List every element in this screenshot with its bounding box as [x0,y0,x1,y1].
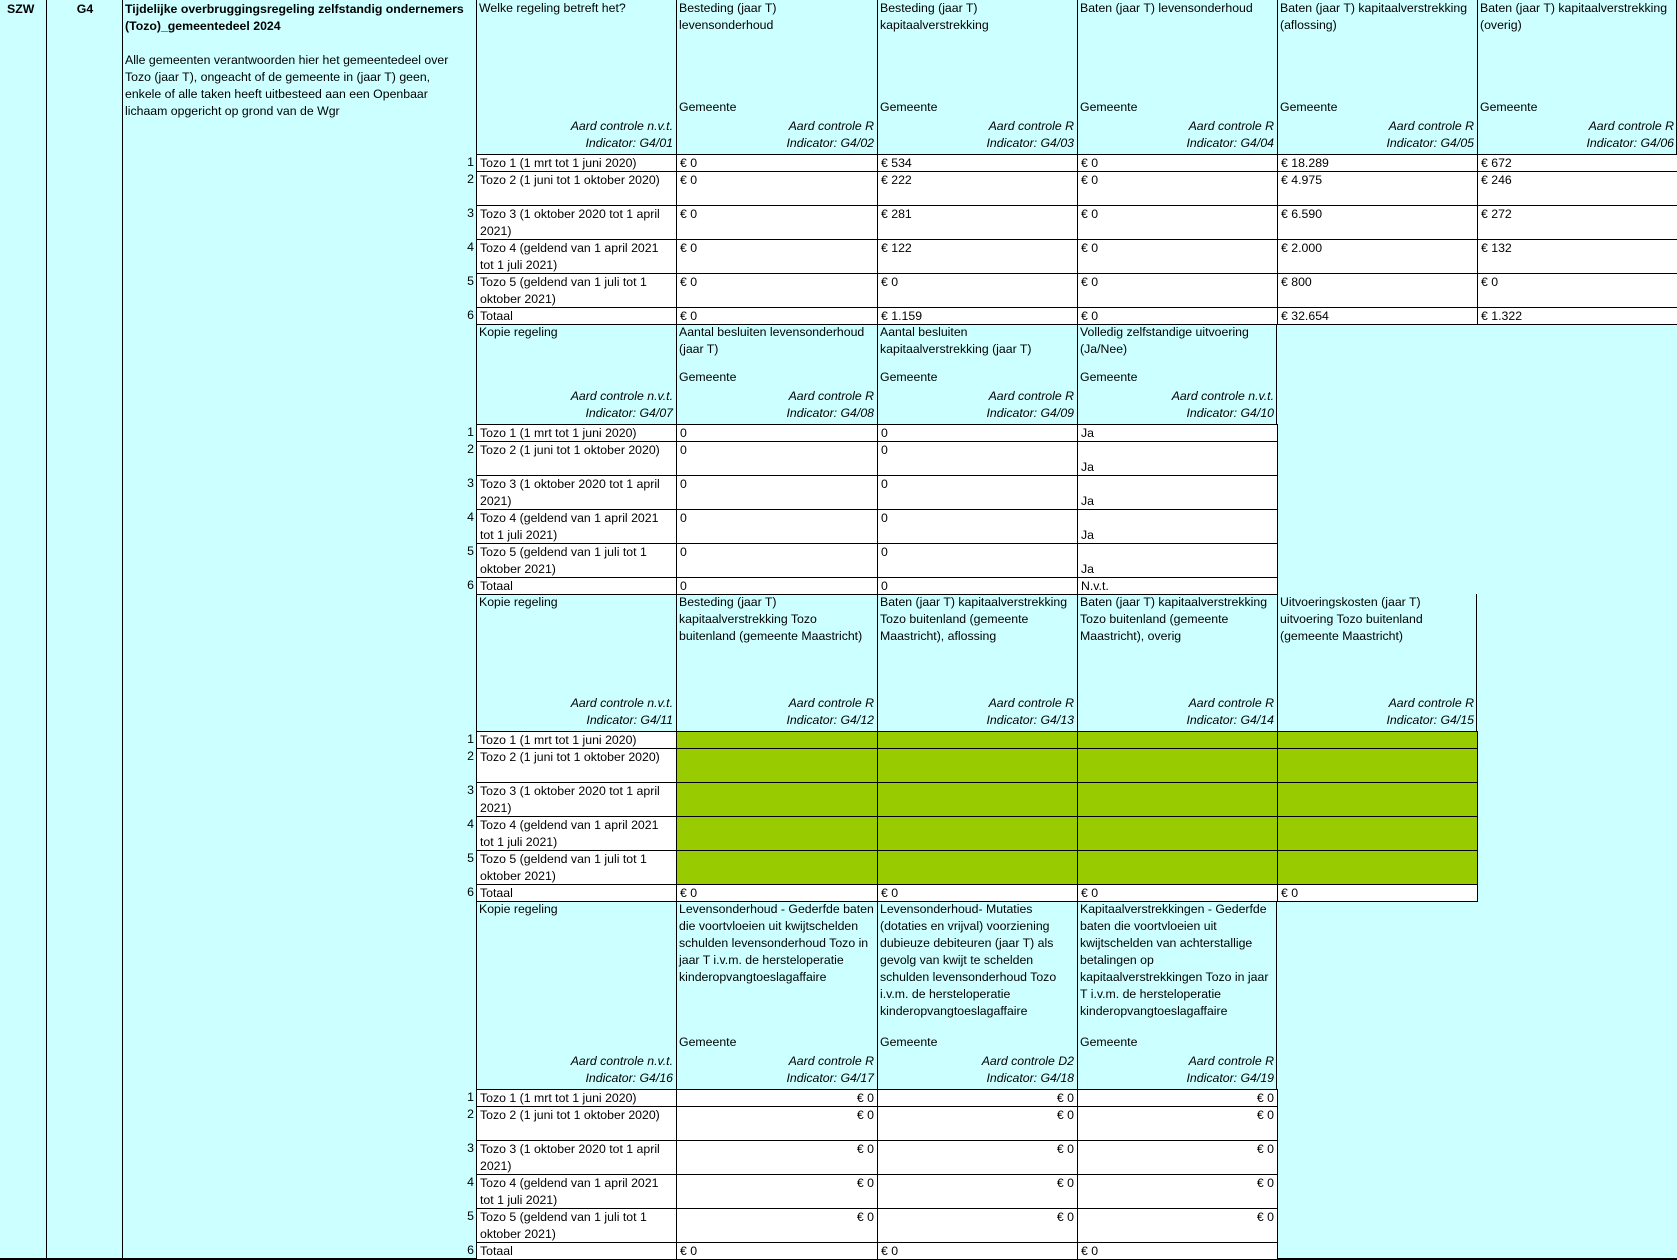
column-subheader: Gemeente [679,1035,737,1049]
aard-controle: Aard controle n.v.t. [570,389,673,403]
table-cell[interactable]: € 0 [676,1106,878,1141]
table-cell[interactable]: € 4.975 [1277,171,1478,206]
table-cell[interactable]: € 0 [676,239,878,274]
column-subheader: Gemeente [1480,100,1538,114]
row-number: 1 [467,425,474,439]
row-label[interactable]: Tozo 4 (geldend van 1 april 2021 tot 1 juli 2021) [476,509,677,544]
column-subheader: Gemeente [880,100,938,114]
indicator: Indicator: G4/08 [786,406,874,420]
table-cell[interactable] [1277,748,1478,783]
column-header[interactable]: Levensonderhoud- Mutaties (dotaties en vrijval) voorziening dubieuze debiteuren (jaar T) als gevolg van kwijt te schelden schulden levensonderhoud Tozo i.v.m. de hersteloperatie kinderopvangtoeslagaffaire [880,902,1057,1018]
row-number: 6 [467,1243,474,1257]
row-number: 4 [467,1175,474,1189]
row-label[interactable]: Tozo 4 (geldend van 1 april 2021 tot 1 juli 2021) [476,816,677,851]
table-cell[interactable]: 0 [877,441,1078,476]
aard-controle: Aard controle R [1188,119,1274,133]
aard-controle: Aard controle R [788,696,874,710]
aard-controle: Aard controle R [788,1054,874,1068]
row-label[interactable]: Tozo 3 (1 oktober 2020 tot 1 april 2021) [476,782,677,817]
table-cell[interactable]: € 0 [877,1106,1078,1141]
table-cell[interactable]: 0 [877,424,1078,442]
table-cell[interactable]: Ja [1077,543,1278,578]
row-number: 5 [467,544,474,558]
table-cell[interactable] [1077,731,1278,749]
table-cell[interactable]: € 672 [1477,154,1677,172]
table-cell[interactable] [676,731,878,749]
table-cell[interactable] [1277,850,1478,885]
header-divider [1276,901,1277,1089]
header-divider [676,901,677,1089]
row-label[interactable]: Tozo 1 (1 mrt tot 1 juni 2020) [476,154,677,172]
column-header[interactable]: Volledig zelfstandige uitvoering (Ja/Nee) [1080,325,1249,356]
table-cell[interactable]: € 0 [1077,1242,1278,1260]
column-header[interactable]: Levensonderhoud - Gederfde baten die voortvloeien uit kwijtschelden schulden levensonderhoud Tozo in jaar T i.v.m. de hersteloperatie kinderopvangtoeslagaffaire [679,902,874,984]
table-cell[interactable]: € 0 [1077,884,1278,902]
indicator: Indicator: G4/09 [986,406,1074,420]
row-number: 5 [467,851,474,865]
indicator: Indicator: G4/01 [585,136,673,150]
indicator: Indicator: G4/03 [986,136,1074,150]
table-cell[interactable] [1077,782,1278,817]
table-cell[interactable]: € 0 [676,1174,878,1209]
aard-controle: Aard controle R [1188,696,1274,710]
aard-controle: Aard controle n.v.t. [1171,389,1274,403]
table-cell[interactable]: € 1.159 [877,307,1078,325]
row-label[interactable]: Tozo 2 (1 juni tot 1 oktober 2020) [476,171,677,206]
table-cell[interactable]: € 0 [1077,1174,1278,1209]
regeling-title[interactable]: Tijdelijke overbruggingsregeling zelfstandig ondernemers (Tozo)_gemeentedeel 2024 [125,2,464,33]
table-cell[interactable]: € 0 [1077,171,1278,206]
row-label[interactable]: Tozo 1 (1 mrt tot 1 juni 2020) [476,424,677,442]
aard-controle: Aard controle R [788,119,874,133]
column-header[interactable]: Besteding (jaar T) kapitaalverstrekking Tozo buitenland (gemeente Maastricht) [679,595,863,643]
row-label[interactable]: Tozo 5 (geldend van 1 juli tot 1 oktober 2021) [476,1208,677,1243]
aard-controle: Aard controle R [788,389,874,403]
table-cell[interactable]: € 0 [676,1089,878,1107]
table-cell[interactable]: € 2.000 [1277,239,1478,274]
header-divider [1077,0,1078,154]
header-divider [676,324,677,424]
table-cell[interactable]: € 0 [1077,273,1278,308]
table-cell[interactable]: € 534 [877,154,1078,172]
column-subheader: Gemeente [1080,1035,1138,1049]
header-divider [676,594,677,731]
row-number: 6 [467,578,474,592]
row-label-header[interactable]: Kopie regeling [479,902,558,916]
table-cell[interactable] [676,782,878,817]
table-cell[interactable]: € 272 [1477,205,1677,240]
table-cell[interactable]: 0 [676,509,878,544]
table-cell[interactable]: € 0 [877,1140,1078,1175]
row-number: 3 [467,783,474,797]
row-number: 2 [467,749,474,763]
header-divider [1276,324,1277,424]
table-cell[interactable]: 0 [676,424,878,442]
row-number: 4 [467,817,474,831]
row-number: 4 [467,240,474,254]
table-cell[interactable]: € 0 [877,1174,1078,1209]
table-cell[interactable]: € 0 [676,1242,878,1260]
table-cell[interactable]: € 0 [676,884,878,902]
column-header[interactable]: Baten (jaar T) levensonderhoud [1080,1,1253,15]
column-header[interactable]: Besteding (jaar T) kapitaalverstrekking [880,1,989,32]
aard-controle: Aard controle R [988,696,1074,710]
table-cell[interactable]: € 18.289 [1277,154,1478,172]
indicator: Indicator: G4/11 [586,713,673,727]
table-cell[interactable]: € 0 [1277,884,1478,902]
row-number: 1 [467,155,474,169]
column-subheader: Gemeente [1080,370,1138,384]
table-cell[interactable]: € 1.322 [1477,307,1677,325]
header-divider [877,594,878,731]
table-cell[interactable] [676,850,878,885]
column-header[interactable]: Baten (jaar T) kapitaalverstrekking Tozo buitenland (gemeente Maastricht), aflossing [880,595,1068,643]
code-cell[interactable]: G4 [76,2,94,16]
table-cell[interactable]: Ja [1077,441,1278,476]
indicator: Indicator: G4/17 [786,1071,874,1085]
table-cell[interactable]: € 0 [1077,239,1278,274]
row-label[interactable]: Tozo 1 (1 mrt tot 1 juni 2020) [476,731,677,749]
row-number: 2 [467,442,474,456]
header-divider [1077,324,1078,424]
table-cell[interactable]: € 0 [1077,307,1278,325]
table-cell[interactable] [877,816,1078,851]
table-cell[interactable]: N.v.t. [1077,577,1278,595]
table-cell[interactable]: € 0 [1077,1089,1278,1107]
row-label[interactable]: Tozo 4 (geldend van 1 april 2021 tot 1 juli 2021) [476,1174,677,1209]
column-header[interactable]: Baten (jaar T) kapitaalverstrekking Tozo buitenland (gemeente Maastricht), overig [1080,595,1268,643]
table-cell[interactable] [1277,731,1478,749]
table-cell[interactable]: 0 [877,509,1078,544]
table-cell[interactable]: € 0 [676,1140,878,1175]
row-number: 5 [467,274,474,288]
column-header[interactable]: Aantal besluiten kapitaalverstrekking (jaar T) [880,325,1032,356]
row-label[interactable]: Totaal [476,1242,677,1260]
column-header[interactable]: Uitvoeringskosten (jaar T) uitvoering Tozo buitenland (gemeente Maastricht) [1280,595,1423,643]
table-cell[interactable]: € 122 [877,239,1078,274]
table-cell[interactable]: € 32.654 [1277,307,1478,325]
column-header[interactable]: Kapitaalverstrekkingen - Gederfde baten die voortvloeien uit kwijtschelden van achterstallige betalingen op kapitaalverstrekkingen Tozo in jaar T i.v.m. de hersteloperatie kinderopvangtoeslagaffaire [1080,902,1269,1018]
table-cell[interactable]: € 0 [1077,154,1278,172]
indicator: Indicator: G4/05 [1386,136,1474,150]
aard-controle: Aard controle R [1388,119,1474,133]
table-cell[interactable]: € 0 [676,171,878,206]
indicator: Indicator: G4/12 [786,713,874,727]
column-subheader: Gemeente [1280,100,1338,114]
indicator: Indicator: G4/10 [1186,406,1274,420]
header-divider [676,0,677,154]
table-cell[interactable]: € 0 [676,1208,878,1243]
row-number: 5 [467,1209,474,1223]
table-cell[interactable] [1077,850,1278,885]
aard-controle: Aard controle R [1588,119,1674,133]
row-label[interactable]: Totaal [476,307,677,325]
row-number: 6 [467,308,474,322]
column-subheader: Gemeente [1080,100,1138,114]
table-cell[interactable] [877,782,1078,817]
table-cell[interactable]: Ja [1077,509,1278,544]
row-label[interactable]: Tozo 3 (1 oktober 2020 tot 1 april 2021) [476,475,677,510]
table-cell[interactable] [877,850,1078,885]
table-cell[interactable]: 0 [676,475,878,510]
header-divider [877,0,878,154]
row-label[interactable]: Tozo 3 (1 oktober 2020 tot 1 april 2021) [476,1140,677,1175]
table-cell[interactable] [676,748,878,783]
row-label[interactable]: Tozo 1 (1 mrt tot 1 juni 2020) [476,1089,677,1107]
row-number: 3 [467,206,474,220]
aard-controle: Aard controle n.v.t. [570,119,673,133]
table-cell[interactable]: € 0 [877,273,1078,308]
table-cell[interactable]: € 222 [877,171,1078,206]
row-label[interactable]: Tozo 5 (geldend van 1 juli tot 1 oktober 2021) [476,850,677,885]
regeling-description[interactable]: Alle gemeenten verantwoorden hier het gemeentedeel over Tozo (jaar T), ongeacht of de gemeente in (jaar T) geen, enkele of alle taken heeft uitbesteed aan een Openbaar lichaam opgericht op grond van de Wgr [125,53,449,118]
column-subheader: Gemeente [880,1035,938,1049]
table-cell[interactable]: € 0 [676,205,878,240]
indicator: Indicator: G4/04 [1186,136,1274,150]
indicator: Indicator: G4/16 [585,1071,673,1085]
row-number: 2 [467,1107,474,1121]
table-cell[interactable]: € 800 [1277,273,1478,308]
row-label[interactable]: Tozo 3 (1 oktober 2020 tot 1 april 2021) [476,205,677,240]
column-header[interactable]: Besteding (jaar T) levensonderhoud [679,1,777,32]
header-divider [1476,594,1477,731]
row-label[interactable]: Tozo 5 (geldend van 1 juli tot 1 oktober 2021) [476,273,677,308]
column-header[interactable]: Baten (jaar T) kapitaalverstrekking (aflossing) [1280,1,1468,32]
table-cell[interactable]: € 0 [877,1089,1078,1107]
aard-controle: Aard controle R [988,119,1074,133]
table-cell[interactable] [1277,816,1478,851]
table-cell[interactable] [877,731,1078,749]
table-cell[interactable] [877,748,1078,783]
table-cell[interactable] [1277,782,1478,817]
aard-controle: Aard controle D2 [981,1054,1074,1068]
aard-controle: Aard controle R [1188,1054,1274,1068]
row-label[interactable]: Tozo 2 (1 juni tot 1 oktober 2020) [476,748,677,783]
table-cell[interactable]: 0 [877,577,1078,595]
column-header[interactable]: Baten (jaar T) kapitaalverstrekking (overig) [1480,1,1668,32]
header-divider [1077,901,1078,1089]
indicator: Indicator: G4/14 [1186,713,1274,727]
table-cell[interactable]: 0 [676,441,878,476]
table-cell[interactable]: € 0 [1077,205,1278,240]
aard-controle: Aard controle n.v.t. [570,1054,673,1068]
table-cell[interactable]: 0 [877,475,1078,510]
row-number: 3 [467,1141,474,1155]
row-label-header[interactable]: Kopie regeling [479,325,558,339]
row-label[interactable]: Totaal [476,884,677,902]
table-cell[interactable] [1077,748,1278,783]
table-cell[interactable]: € 132 [1477,239,1677,274]
table-cell[interactable]: Ja [1077,424,1278,442]
indicator: Indicator: G4/13 [986,713,1074,727]
table-cell[interactable]: € 246 [1477,171,1677,206]
table-cell[interactable]: € 0 [877,884,1078,902]
row-label-header[interactable]: Kopie regeling [479,595,558,609]
column-subheader: Gemeente [880,370,938,384]
col-divider [46,0,47,1260]
row-label[interactable]: Tozo 2 (1 juni tot 1 oktober 2020) [476,441,677,476]
aard-controle: Aard controle n.v.t. [570,696,673,710]
table-cell[interactable]: € 0 [1477,273,1677,308]
row-number: 4 [467,510,474,524]
table-cell[interactable]: € 0 [676,273,878,308]
row-label[interactable]: Tozo 4 (geldend van 1 april 2021 tot 1 juli 2021) [476,239,677,274]
aard-controle: Aard controle R [988,389,1074,403]
table-cell[interactable]: Ja [1077,475,1278,510]
row-label[interactable]: Totaal [476,577,677,595]
table-cell[interactable]: € 0 [1077,1208,1278,1243]
table-cell[interactable]: € 0 [676,154,878,172]
column-header[interactable]: Aantal besluiten levensonderhoud (jaar T) [679,325,865,356]
row-number: 1 [467,1090,474,1104]
header-divider [1277,0,1278,154]
ministry-cell[interactable]: SZW [7,2,35,16]
table-cell[interactable]: 0 [877,543,1078,578]
column-subheader: Gemeente [679,100,737,114]
table-cell[interactable] [676,816,878,851]
table-cell[interactable]: € 0 [676,307,878,325]
row-label[interactable]: Tozo 5 (geldend van 1 juli tot 1 oktober 2021) [476,543,677,578]
row-number: 2 [467,172,474,186]
indicator: Indicator: G4/07 [585,406,673,420]
row-number: 1 [467,732,474,746]
row-label[interactable]: Tozo 2 (1 juni tot 1 oktober 2020) [476,1106,677,1141]
table-cell[interactable]: 0 [676,543,878,578]
header-divider [1277,594,1278,731]
column-subheader: Gemeente [679,370,737,384]
table-cell[interactable]: € 0 [877,1242,1078,1260]
table-cell[interactable]: € 0 [877,1208,1078,1243]
table-cell[interactable]: € 281 [877,205,1078,240]
row-number: 6 [467,885,474,899]
table-cell[interactable]: € 0 [1077,1140,1278,1175]
row-number: 3 [467,476,474,490]
table-cell[interactable] [1077,816,1278,851]
row-label-header[interactable]: Welke regeling betreft het? [479,1,626,15]
table-cell[interactable]: € 6.590 [1277,205,1478,240]
indicator: Indicator: G4/18 [986,1071,1074,1085]
header-divider [877,901,878,1089]
indicator: Indicator: G4/06 [1586,136,1674,150]
header-divider [877,324,878,424]
table-cell[interactable]: € 0 [1077,1106,1278,1141]
header-divider [1077,594,1078,731]
indicator: Indicator: G4/19 [1186,1071,1274,1085]
col-divider [122,0,123,1260]
indicator: Indicator: G4/15 [1386,713,1474,727]
header-divider [1477,0,1478,154]
table-cell[interactable]: 0 [676,577,878,595]
indicator: Indicator: G4/02 [786,136,874,150]
aard-controle: Aard controle R [1388,696,1474,710]
